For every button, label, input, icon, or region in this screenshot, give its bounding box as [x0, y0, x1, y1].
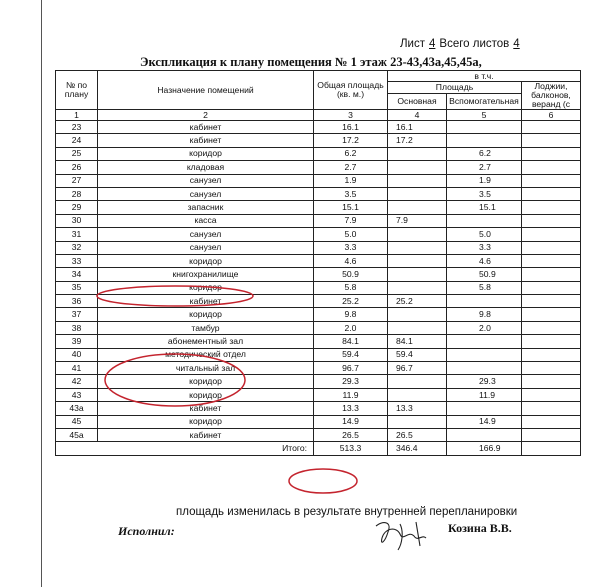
room-loggia-area — [522, 134, 581, 147]
table-row — [56, 415, 581, 428]
room-main-area — [388, 415, 447, 428]
room-total-area: 17.2 — [314, 134, 388, 147]
room-total-area: 59.4 — [314, 348, 388, 361]
room-aux-area — [447, 335, 522, 348]
header-area: Площадь — [388, 82, 522, 94]
room-main-area — [388, 268, 447, 281]
room-purpose: кабинет — [98, 134, 314, 147]
room-total-area: 13.3 — [314, 402, 388, 415]
room-number: 41 — [56, 362, 98, 375]
room-total-area: 96.7 — [314, 362, 388, 375]
room-loggia-area — [522, 375, 581, 388]
room-purpose: кладовая — [98, 161, 314, 174]
column-number: 1 — [56, 110, 98, 121]
room-main-area: 17.2 — [388, 134, 447, 147]
room-number: 43 — [56, 388, 98, 401]
room-aux-area: 9.8 — [447, 308, 522, 321]
table-row — [56, 362, 581, 375]
room-aux-area: 1.9 — [447, 174, 522, 187]
table-row — [56, 228, 581, 241]
room-total-area: 5.0 — [314, 228, 388, 241]
room-purpose: коридор — [98, 415, 314, 428]
room-main-area — [388, 147, 447, 160]
room-total-area: 16.1 — [314, 121, 388, 134]
room-purpose: санузел — [98, 187, 314, 200]
room-main-area: 96.7 — [388, 362, 447, 375]
room-number: 24 — [56, 134, 98, 147]
room-purpose: читальный зал — [98, 362, 314, 375]
room-aux-area — [447, 348, 522, 361]
room-aux-area: 2.7 — [447, 161, 522, 174]
explication-table — [55, 70, 581, 456]
room-main-area — [388, 254, 447, 267]
room-main-area — [388, 161, 447, 174]
room-number: 42 — [56, 375, 98, 388]
room-aux-area: 14.9 — [447, 415, 522, 428]
room-number: 39 — [56, 335, 98, 348]
room-purpose: кабинет — [98, 402, 314, 415]
room-loggia-area — [522, 228, 581, 241]
room-loggia-area — [522, 268, 581, 281]
table-row — [56, 254, 581, 267]
room-number: 38 — [56, 321, 98, 334]
room-loggia-area — [522, 335, 581, 348]
room-purpose: запасник — [98, 201, 314, 214]
room-loggia-area — [522, 428, 581, 441]
room-loggia-area — [522, 187, 581, 200]
room-purpose: коридор — [98, 254, 314, 267]
room-loggia-area — [522, 348, 581, 361]
room-number: 27 — [56, 174, 98, 187]
room-total-area: 3.5 — [314, 187, 388, 200]
room-purpose: кабинет — [98, 428, 314, 441]
room-main-area: 26.5 — [388, 428, 447, 441]
room-total-area: 3.3 — [314, 241, 388, 254]
room-total-area: 7.9 — [314, 214, 388, 227]
room-number: 36 — [56, 295, 98, 308]
room-loggia-area — [522, 121, 581, 134]
room-purpose: касса — [98, 214, 314, 227]
room-total-area: 9.8 — [314, 308, 388, 321]
room-loggia-area — [522, 402, 581, 415]
room-total-area: 4.6 — [314, 254, 388, 267]
table-row — [56, 335, 581, 348]
table-row — [56, 321, 581, 334]
room-purpose: санузел — [98, 174, 314, 187]
room-loggia-area — [522, 147, 581, 160]
room-loggia-area — [522, 321, 581, 334]
room-purpose: коридор — [98, 375, 314, 388]
room-purpose: методический отдел — [98, 348, 314, 361]
room-main-area — [388, 174, 447, 187]
room-loggia-area — [522, 281, 581, 294]
room-loggia-area — [522, 201, 581, 214]
room-number: 45а — [56, 428, 98, 441]
room-aux-area: 3.3 — [447, 241, 522, 254]
table-row — [56, 241, 581, 254]
page-edge-line — [41, 0, 42, 587]
room-loggia-area — [522, 254, 581, 267]
room-aux-area: 15.1 — [447, 201, 522, 214]
signature — [370, 516, 440, 556]
room-total-area: 25.2 — [314, 295, 388, 308]
room-main-area — [388, 281, 447, 294]
table-row — [56, 147, 581, 160]
room-purpose: книгохранилище — [98, 268, 314, 281]
room-number: 33 — [56, 254, 98, 267]
room-main-area: 13.3 — [388, 402, 447, 415]
room-main-area — [388, 241, 447, 254]
room-total-area: 2.7 — [314, 161, 388, 174]
room-purpose: абонементный зал — [98, 335, 314, 348]
room-purpose: коридор — [98, 388, 314, 401]
table-row — [56, 214, 581, 227]
header-loggia: Лоджии, балконов, веранд (с — [522, 82, 581, 110]
table-row — [56, 348, 581, 361]
header-num: № по плану — [56, 71, 98, 110]
room-purpose: кабинет — [98, 121, 314, 134]
table-row — [56, 201, 581, 214]
room-total-area: 15.1 — [314, 201, 388, 214]
room-number: 37 — [56, 308, 98, 321]
oval-total — [289, 469, 357, 493]
room-total-area: 5.8 — [314, 281, 388, 294]
room-purpose: коридор — [98, 147, 314, 160]
table-row — [56, 268, 581, 281]
room-aux-area — [447, 134, 522, 147]
room-number: 28 — [56, 187, 98, 200]
room-main-area — [388, 321, 447, 334]
column-number: 5 — [447, 110, 522, 121]
room-purpose: коридор — [98, 281, 314, 294]
room-aux-area — [447, 214, 522, 227]
replanning-note: площадь изменилась в результате внутренней перепланировки — [176, 506, 518, 518]
room-main-area — [388, 375, 447, 388]
room-loggia-area — [522, 362, 581, 375]
room-number: 23 — [56, 121, 98, 134]
room-aux-area: 2.0 — [447, 321, 522, 334]
header-total-area: Общая площадь (кв. м.) — [314, 71, 388, 110]
column-number: 3 — [314, 110, 388, 121]
room-loggia-area — [522, 174, 581, 187]
total-aux-sum: 166.9 — [447, 442, 522, 456]
sheet-label: Лист — [400, 38, 425, 50]
room-number: 29 — [56, 201, 98, 214]
room-total-area: 26.5 — [314, 428, 388, 441]
table-row — [56, 187, 581, 200]
column-number: 2 — [98, 110, 314, 121]
room-main-area — [388, 308, 447, 321]
room-total-area: 50.9 — [314, 268, 388, 281]
room-main-area: 25.2 — [388, 295, 447, 308]
room-aux-area: 4.6 — [447, 254, 522, 267]
header-purpose: Назначение помещений — [98, 71, 314, 110]
room-number: 25 — [56, 147, 98, 160]
room-loggia-area — [522, 161, 581, 174]
room-aux-area — [447, 121, 522, 134]
room-number: 30 — [56, 214, 98, 227]
room-main-area: 59.4 — [388, 348, 447, 361]
room-main-area — [388, 388, 447, 401]
room-total-area: 11.9 — [314, 388, 388, 401]
room-main-area — [388, 187, 447, 200]
room-aux-area: 3.5 — [447, 187, 522, 200]
room-number: 40 — [56, 348, 98, 361]
room-main-area — [388, 228, 447, 241]
room-number: 43а — [56, 402, 98, 415]
column-number: 6 — [522, 110, 581, 121]
room-total-area: 29.3 — [314, 375, 388, 388]
total-row — [56, 442, 581, 456]
room-aux-area: 5.8 — [447, 281, 522, 294]
room-loggia-area — [522, 308, 581, 321]
room-number: 34 — [56, 268, 98, 281]
total-sheets-number: 4 — [513, 38, 520, 50]
table-row — [56, 174, 581, 187]
table-row — [56, 428, 581, 441]
room-aux-area: 6.2 — [447, 147, 522, 160]
room-purpose: кабинет — [98, 295, 314, 308]
table-row — [56, 388, 581, 401]
room-number: 35 — [56, 281, 98, 294]
sheet-number: 4 — [429, 38, 436, 50]
room-aux-area: 50.9 — [447, 268, 522, 281]
room-purpose: тамбур — [98, 321, 314, 334]
room-total-area: 14.9 — [314, 415, 388, 428]
total-label: Итого: — [56, 442, 314, 456]
room-purpose: коридор — [98, 308, 314, 321]
room-main-area: 16.1 — [388, 121, 447, 134]
table-row — [56, 161, 581, 174]
room-number: 32 — [56, 241, 98, 254]
sheet-info — [400, 38, 524, 50]
total-loggia-sum — [522, 442, 581, 456]
table-row — [56, 134, 581, 147]
room-aux-area: 5.0 — [447, 228, 522, 241]
room-total-area: 84.1 — [314, 335, 388, 348]
table-row — [56, 402, 581, 415]
room-loggia-area — [522, 214, 581, 227]
room-aux-area: 29.3 — [447, 375, 522, 388]
table-row — [56, 121, 581, 134]
column-number-row — [56, 110, 581, 121]
total-sheets-label: Всего листов — [439, 38, 510, 50]
room-aux-area — [447, 402, 522, 415]
signer-name: Козина В.В. — [448, 521, 512, 535]
room-total-area: 1.9 — [314, 174, 388, 187]
room-total-area: 6.2 — [314, 147, 388, 160]
document-title: Экспликация к плану помещения № 1 этаж 23-43,43а,45,45а, — [140, 55, 482, 69]
table-row — [56, 375, 581, 388]
executor-label: Исполнил: — [118, 524, 175, 538]
room-number: 26 — [56, 161, 98, 174]
room-loggia-area — [522, 241, 581, 254]
room-aux-area — [447, 295, 522, 308]
room-aux-area — [447, 428, 522, 441]
room-purpose: санузел — [98, 241, 314, 254]
room-total-area: 2.0 — [314, 321, 388, 334]
room-loggia-area — [522, 388, 581, 401]
room-aux-area: 11.9 — [447, 388, 522, 401]
header-main: Основная — [388, 94, 447, 110]
column-number: 4 — [388, 110, 447, 121]
room-main-area: 7.9 — [388, 214, 447, 227]
table-row — [56, 281, 581, 294]
room-loggia-area — [522, 295, 581, 308]
room-aux-area — [447, 362, 522, 375]
room-main-area — [388, 201, 447, 214]
table-row — [56, 308, 581, 321]
total-main-sum: 346.4 — [388, 442, 447, 456]
room-number: 45 — [56, 415, 98, 428]
header-aux: Вспомогательная — [447, 94, 522, 110]
room-purpose: санузел — [98, 228, 314, 241]
total-area-sum: 513.3 — [314, 442, 388, 456]
room-main-area: 84.1 — [388, 335, 447, 348]
header-incl: в т.ч. — [388, 71, 581, 82]
room-loggia-area — [522, 415, 581, 428]
table-row — [56, 295, 581, 308]
room-number: 31 — [56, 228, 98, 241]
